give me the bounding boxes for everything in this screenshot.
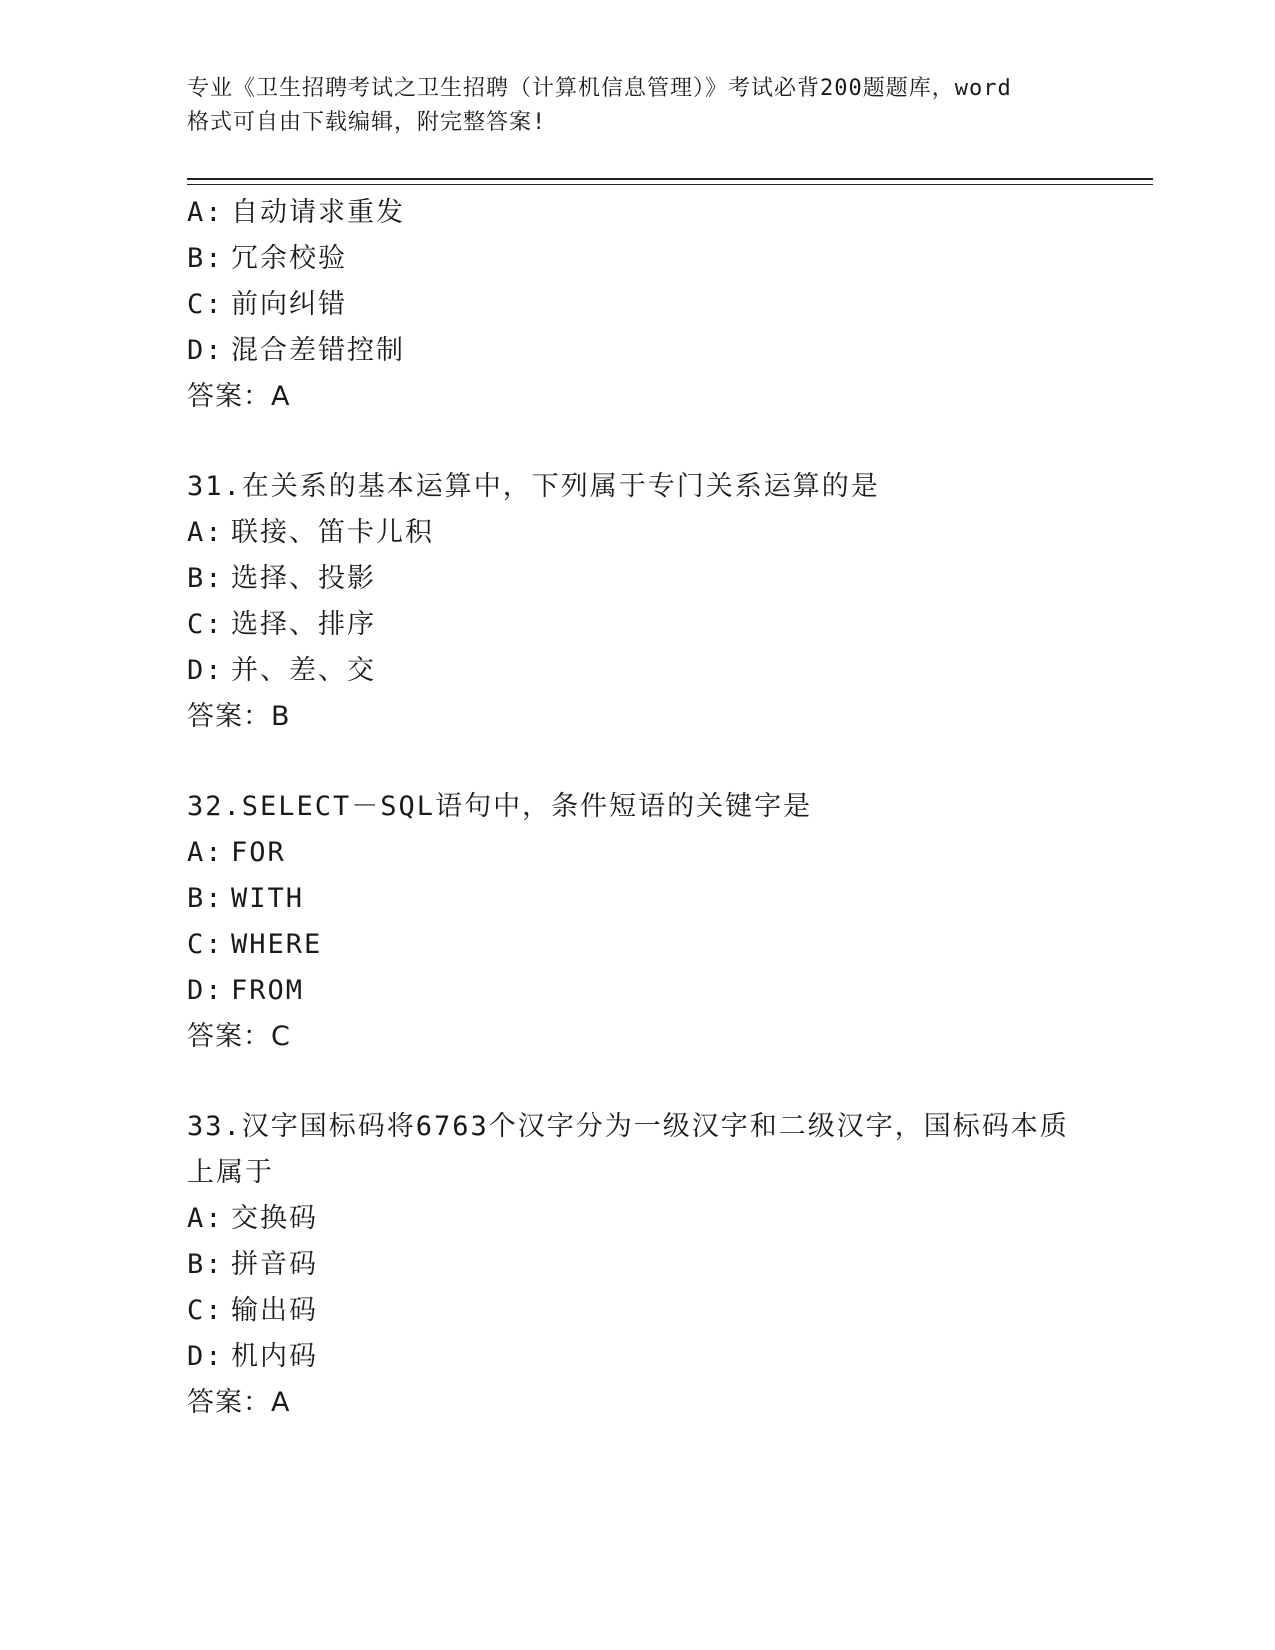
question-text-line-1: 33.汉字国标码将6763个汉字分为一级汉字和二级汉字，国标码本质 [187, 1111, 1069, 1142]
answer-line: 答案：B [187, 701, 291, 732]
option-b: B: WITH [187, 883, 305, 914]
question-text: 31.在关系的基本运算中，下列属于专门关系运算的是 [187, 471, 880, 502]
option-c: C: 前向纠错 [187, 289, 347, 320]
option-a: A: FOR [187, 837, 286, 868]
question-content [187, 190, 1087, 1426]
question-text: 32.SELECT－SQL语句中，条件短语的关键字是 [187, 791, 813, 822]
option-b: B: 拼音码 [187, 1249, 318, 1280]
option-d: D: 机内码 [187, 1341, 318, 1372]
option-d: D: FROM [187, 975, 305, 1006]
option-a: A: 交换码 [187, 1203, 318, 1234]
option-d: D: 并、差、交 [187, 655, 376, 686]
header-divider-thick [187, 178, 1153, 180]
option-a: A: 自动请求重发 [187, 197, 405, 228]
question-block-32 [187, 784, 1087, 1060]
option-c: C: 输出码 [187, 1295, 318, 1326]
header-divider-thin [187, 184, 1153, 185]
answer-line: 答案：A [187, 1387, 291, 1418]
question-block-33 [187, 1104, 1087, 1426]
question-block-30 [187, 190, 1087, 420]
option-d: D: 混合差错控制 [187, 335, 405, 366]
document-header [187, 72, 1087, 140]
answer-line: 答案：C [187, 1021, 291, 1052]
option-b: B: 选择、投影 [187, 563, 376, 594]
header-title-line-1: 专业《卫生招聘考试之卫生招聘（计算机信息管理）》考试必背200题题库，word [187, 76, 1012, 101]
option-b: B: 冗余校验 [187, 243, 347, 274]
question-text-line-2: 上属于 [187, 1157, 274, 1188]
option-c: C: 选择、排序 [187, 609, 376, 640]
option-c: C: WHERE [187, 929, 323, 960]
option-a: A: 联接、笛卡儿积 [187, 517, 434, 548]
question-block-31 [187, 464, 1087, 740]
header-title-line-2: 格式可自由下载编辑，附完整答案! [187, 110, 547, 135]
answer-line: 答案：A [187, 381, 291, 412]
